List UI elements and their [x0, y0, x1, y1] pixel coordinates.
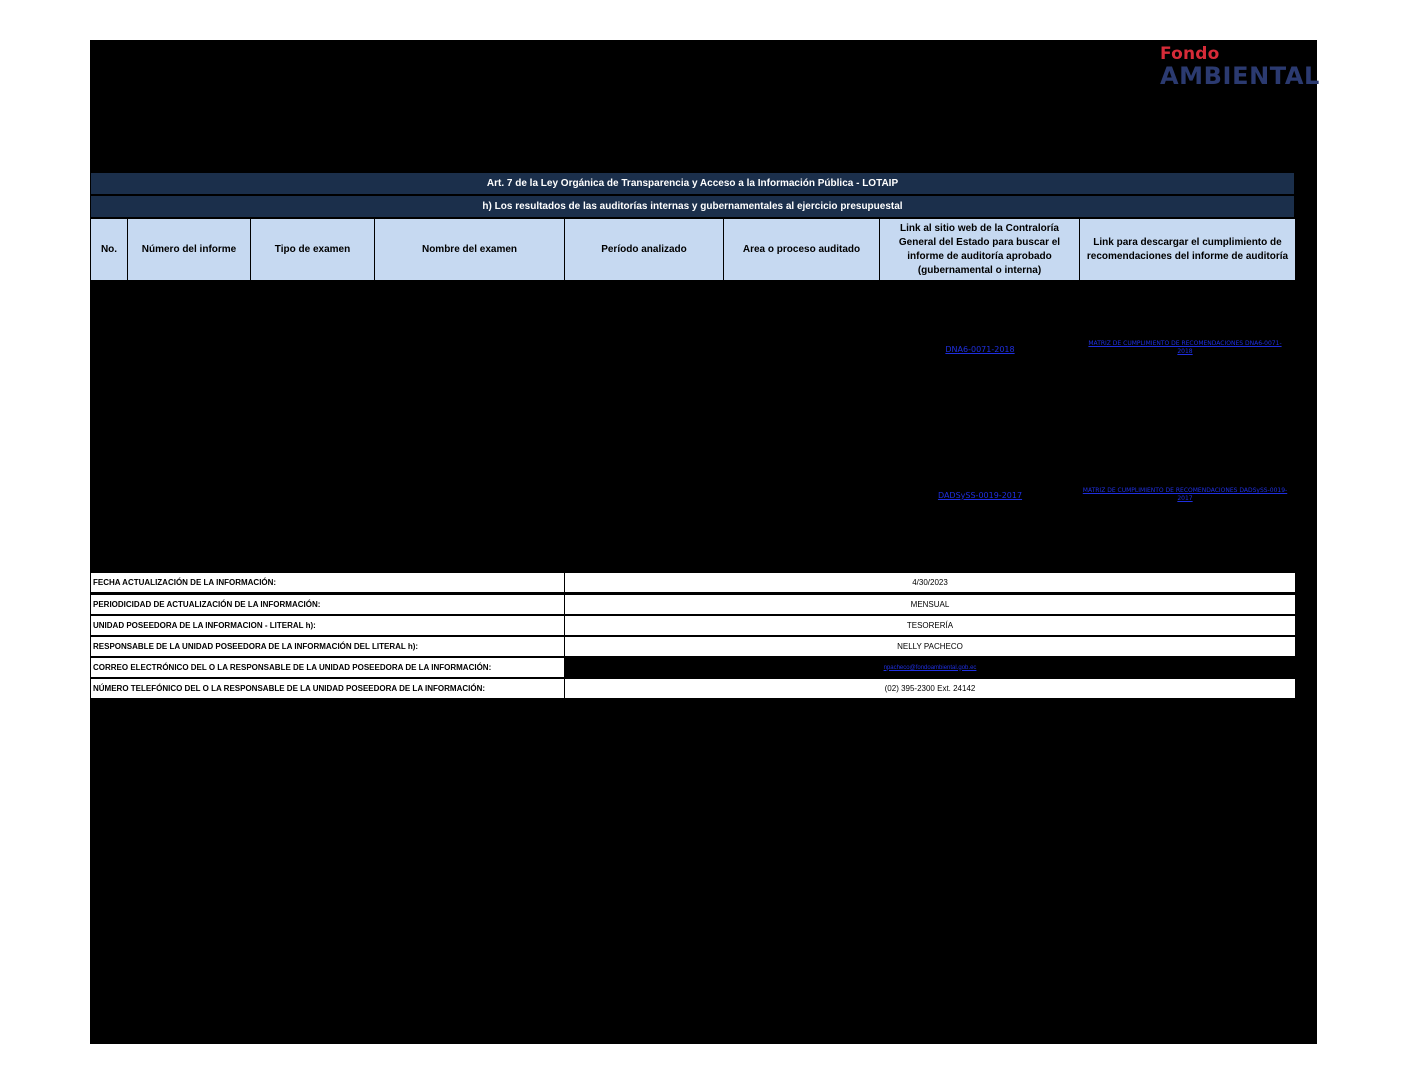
recommendations-link[interactable]: MATRIZ DE CUMPLIMIENTO DE RECOMENDACIONES DNA6-0071-2018 [1088, 340, 1282, 355]
document-page [90, 40, 1320, 1044]
email-link[interactable]: npacheco@fondoambiental.gob.ec [883, 664, 977, 671]
column-header-report-number: Número del informe [128, 219, 251, 280]
metadata-label: NÚMERO TELEFÓNICO DEL O LA RESPONSABLE DE LA UNIDAD POSEEDORA DE LA INFORMACIÓN: [91, 679, 565, 698]
column-header-no: No. [91, 219, 128, 280]
table-header-row [91, 219, 1295, 280]
metadata-label: UNIDAD POSEEDORA DE LA INFORMACION - LITERAL h): [91, 616, 565, 635]
logo-line-2: AMBIENTAL [1160, 62, 1320, 90]
metadata-row-update-date [91, 573, 1295, 592]
logo-line-1: Fondo [1160, 44, 1220, 64]
metadata-row-responsible [91, 637, 1295, 656]
metadata-value: 4/30/2023 [565, 573, 1295, 592]
metadata-label: PERIODICIDAD DE ACTUALIZACIÓN DE LA INFORMACIÓN: [91, 595, 565, 614]
column-header-exam-name: Nombre del examen [375, 219, 565, 280]
recommendations-link[interactable]: MATRIZ DE CUMPLIMIENTO DE RECOMENDACIONES DADSySS-0019-2017 [1082, 487, 1288, 502]
title-band: Art. 7 de la Ley Orgánica de Transparencia y Acceso a la Información Pública - LOTAIP [91, 173, 1294, 194]
column-header-audited-area: Area o proceso auditado [724, 219, 880, 280]
cge-report-link[interactable]: DADSySS-0019-2017 [937, 491, 1023, 500]
metadata-value: (02) 395-2300 Ext. 24142 [565, 679, 1295, 698]
fondo-ambiental-logo [1160, 44, 1320, 90]
metadata-row-phone [91, 679, 1295, 698]
metadata-label: FECHA ACTUALIZACIÓN DE LA INFORMACIÓN: [91, 573, 565, 592]
metadata-value [565, 658, 1295, 677]
column-header-cge-link: Link al sitio web de la Contraloría General del Estado para buscar el informe de auditoría aprobado (gubernamental o interna) [880, 219, 1080, 280]
metadata-label: RESPONSABLE DE LA UNIDAD POSEEDORA DE LA INFORMACIÓN DEL LITERAL h): [91, 637, 565, 656]
column-header-recommendations-link: Link para descargar el cumplimiento de recomendaciones del informe de auditoría [1080, 219, 1295, 280]
metadata-row-periodicity [91, 595, 1295, 614]
column-header-period: Período analizado [565, 219, 724, 280]
metadata-row-unit [91, 616, 1295, 635]
metadata-row-email [91, 658, 1295, 677]
cge-report-link[interactable]: DNA6-0071-2018 [945, 345, 1015, 354]
subtitle-band: h) Los resultados de las auditorías internas y gubernamentales al ejercicio presupuestal [91, 196, 1294, 217]
metadata-value: TESORERÍA [565, 616, 1295, 635]
metadata-value: MENSUAL [565, 595, 1295, 614]
metadata-label: CORREO ELECTRÓNICO DEL O LA RESPONSABLE DE LA UNIDAD POSEEDORA DE LA INFORMACIÓN: [91, 658, 565, 677]
column-header-exam-type: Tipo de examen [251, 219, 375, 280]
metadata-value: NELLY PACHECO [565, 637, 1295, 656]
